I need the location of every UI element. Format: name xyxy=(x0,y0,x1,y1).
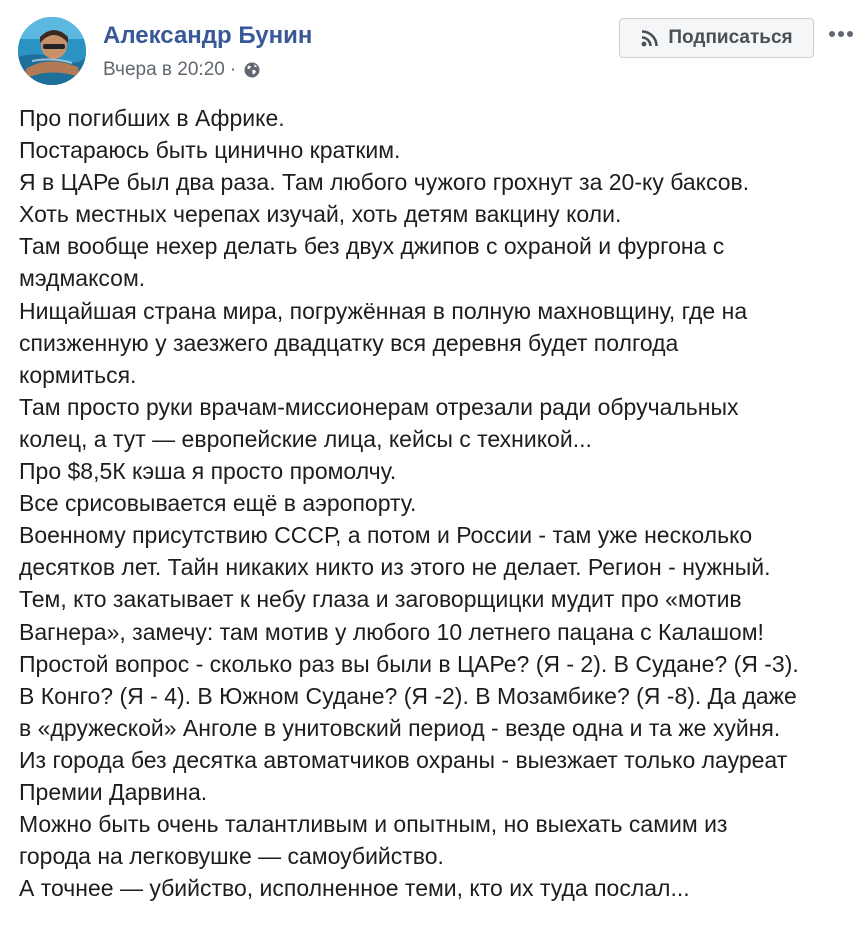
author-name-link[interactable]: Александр Бунин xyxy=(103,22,313,49)
more-options-icon xyxy=(828,30,854,38)
avatar-photo xyxy=(18,17,86,85)
post-text-line: Постараюсь быть цинично кратким. xyxy=(19,137,401,164)
post-timestamp[interactable]: Вчера в 20:20 xyxy=(103,59,225,80)
post-text-line: Про $8,5К кэша я просто промолчу. xyxy=(19,458,397,485)
post-text xyxy=(19,102,855,904)
post-text-line: Премии Дарвина. xyxy=(19,778,208,805)
author-avatar[interactable] xyxy=(18,17,86,85)
post-text-line: в «дружеской» Анголе в унитовский период - везде одна и та же хуйня. xyxy=(19,714,781,741)
post-text-line: Нищайшая страна мира, погружённая в полную махновщину, где на xyxy=(19,297,748,324)
post-header xyxy=(0,0,865,100)
post-text-line: Из города без десятка автоматчиков охраны - выезжает только лауреат xyxy=(19,746,788,773)
post-text-line: мэдмаксом. xyxy=(19,265,146,292)
post-text-line: Там вообще нехер делать без двух джипов с охраной и фургона с xyxy=(19,233,725,260)
post-text-line: Я в ЦАРе был два раза. Там любого чужого грохнут за 20-ку баксов. xyxy=(19,169,750,196)
post-text-line: Хоть местных черепах изучай, хоть детям вакцину коли. xyxy=(19,201,622,228)
post-text-line: города на легковушке — самоубийство. xyxy=(19,843,444,870)
post-text-line: Там просто руки врачам-миссионерам отрезали ради обручальных xyxy=(19,393,739,420)
post-text-line: кормиться. xyxy=(19,361,137,388)
meta-separator: · xyxy=(229,59,237,80)
post-text-line: Про погибших в Африке. xyxy=(19,105,285,131)
post-text-line: десятков лет. Тайн никаких никто из этого не делает. Регион - нужный. xyxy=(19,554,771,581)
post-text-line: Простой вопрос - сколько раз вы были в ЦАРе? (Я - 2). В Судане? (Я -3). xyxy=(19,650,799,677)
post-text-line: Тем, кто закатывает к небу глаза и заговорщицки мудит про «мотив xyxy=(19,586,742,613)
post-text-line: спизженную у заезжего двадцатку вся деревня будет полгода xyxy=(19,329,679,356)
post-text-line: колец, а тут — европейские лица, кейсы с техникой... xyxy=(19,425,592,452)
more-options-button[interactable] xyxy=(825,24,857,44)
post-meta xyxy=(103,58,261,82)
post-text-line: А точнее — убийство, исполненное теми, кто их туда послал... xyxy=(19,875,690,902)
rss-icon xyxy=(640,28,660,48)
post-text-line: Все срисовывается ещё в аэропорту. xyxy=(19,490,417,517)
post-text-line: Можно быть очень талантливым и опытным, но выехать самим из xyxy=(19,811,728,838)
post-text-line: В Конго? (Я - 4). В Южном Судане? (Я -2). В Мозамбике? (Я -8). Да даже xyxy=(19,682,797,709)
subscribe-button[interactable] xyxy=(619,18,814,58)
post-text-line: Вагнера», замечу: там мотив у любого 10 летнего пацана с Калашом! xyxy=(19,618,764,645)
globe-icon[interactable] xyxy=(243,61,261,79)
subscribe-label: Подписаться xyxy=(668,27,793,48)
post-text-line: Военному присутствию СССР, а потом и России - там уже несколько xyxy=(19,522,753,549)
